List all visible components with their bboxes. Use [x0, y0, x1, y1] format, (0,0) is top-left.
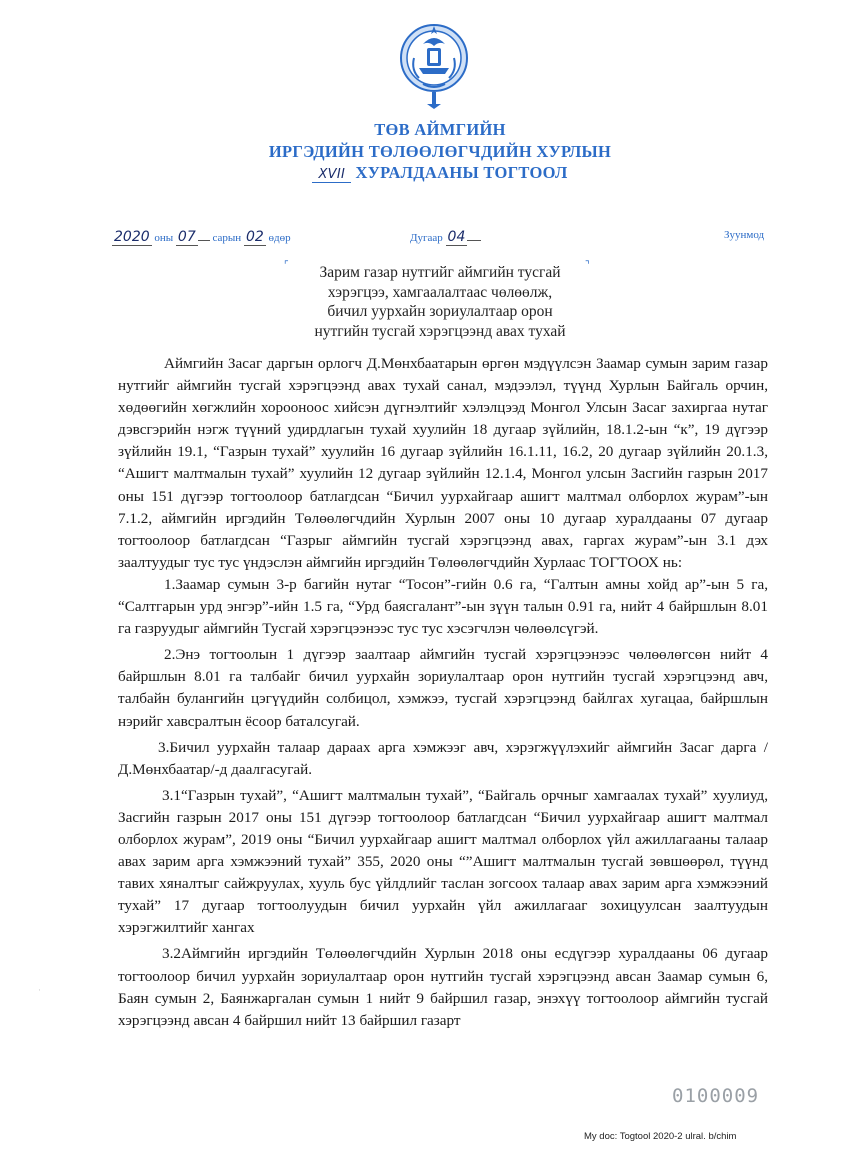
footer-file-reference: My doc: Togtool 2020-2 ulral. b/chim: [584, 1131, 737, 1142]
header-title-line3: [230, 163, 650, 183]
state-emblem-icon: [399, 14, 469, 110]
clause-3-2: 3.2Аймгийн иргэдийн Төлөөлөгчдийн Хурлын 2018 оны есдүгээр хуралдааны 06 дугаар тогтоолоор бичил уурхайн зориулалтаар орон нутгийн тусгай хэрэгцээнд авсан Заамар сумын 6, Баян сумын 2, Баянжаргалан сумын 1 нийт 9 байршил газар, энэхүү тогтоолоор аймгийн тусгай хэрэгцээнд авсан 4 байршил нийт 13 байршил газарт: [118, 945, 768, 1029]
clause-3-1: 3.1“Газрын тухай”, “Ашигт малтмалын тухай”, “Байгаль орчныг хамгаалах тухай” хуулиуд, Засгийн газрын 2017 оны 151 дүгээр тогтоолоор батлагдсан “Бичил уурхайгаар ашигт малтмал олборлох журам”, 2019 оны “Бичил уурхайгаар ашигт малтмал олборлох үйл ажиллагааны талаар авах зарим арга хэмжээний тухай” 355, 2020 оны “”Ашигт малтмалын тусгай зөвшөөрөл, түүнд тавих хяналтыг сайжруулах, хууль бус үйлдлийг таслан зогсоох талаар авах зарим арга хэмжээний тухай” 17 дугаар тогтоолуудын бичил уурхайн үйл ажиллагааг зохицуулсан заалтуудын хэрэгжилтийг хангах: [118, 786, 768, 937]
header-title-line2: ИРГЭДИЙН ТӨЛӨӨЛӨГЧДИЙН ХУРЛЫН: [268, 142, 612, 161]
scan-speck: ·: [38, 985, 41, 995]
subject-bracket-left-icon: ⌜: [284, 260, 289, 271]
date-year-handwritten: 2020: [114, 229, 150, 245]
date-field: [112, 229, 291, 245]
subject-bracket-right-icon: ⌝: [585, 260, 590, 271]
subject-line3: бичил уурхайн зориулалтаар орон: [327, 303, 553, 320]
document-number-label: Дугаар: [410, 232, 443, 244]
date-day-handwritten: 02: [245, 229, 264, 245]
date-year-suffix: оны: [154, 232, 174, 244]
subject-line4: нутгийн тусгай хэрэгцээнд авах тухай: [314, 322, 566, 340]
header-title-line1: ТӨВ АЙМГИЙН: [374, 120, 506, 139]
clause-2: 2.Энэ тогтоолын 1 дүгээр заалтаар аймгийн тусгай хэрэгцээнээс чөлөөлөгсөн нийт 4 байршлын 8.01 га талбайг бичил уурхайн зориулалтаар орон нутгийн тусгай хэрэгцээнд авч, талбайн булангийн цэгүүдийн солбицол, хэмжээ, тусгай хэрэгцээнд байлгах хугацаа, байршлын нэрийг хавсралтын ёсоор баталсугай.: [118, 646, 768, 730]
clause-3: 3.Бичил уурхайн талаар дараах арга хэмжээг авч, хэрэгжүүлэхийг аймгийн Засаг дарга /Д.Мөнхбаатар/-д даалгасугай.: [118, 738, 768, 778]
clause-1: 1.Заамар сумын 3-р багийн нутаг “Тосон”-гийн 0.6 га, “Галтын амны хойд ар”-ын 5 га, “Салтгарын урд энгэр”-ийн 1.5 га, “Урд баясгалант”-ын зүүн талын 0.91 га, нийт 4 байршлын 8.01 га газруудыг аймгийн Тусгай хэрэгцээнээс тус тус хэсэгчлэн чөлөөлсүгэй.: [118, 575, 768, 638]
subject-title: [255, 263, 625, 341]
date-month-handwritten: 07: [177, 229, 196, 245]
document-number-field: [410, 229, 481, 245]
document-number-handwritten: 04: [447, 229, 466, 245]
preamble-paragraph: Аймгийн Засаг даргын орлогч Д.Мөнхбаатарын өргөн мэдүүлсэн Заамар сумын зарим газар нутгийг аймгийн тусгай хэрэгцээнд авах тухай санал, мэдээлэл, түүнд Хурлын Байгаль орчин, хөдөөгийн хөгжлийн хорооноос хийсэн дүгнэлтийг хэлэлцээд Монгол Улсын Засаг захиргаа нутаг дэвсгэрийн нэгж түүний удирдлагын тухай хуулийн 18 дугаар зүйлийн, 18.1.2-ын “к”, 19 дүгээр зүйлийн 19.1, “Газрын тухай” хуулийн 16 дугаар зүйлийн 16.1.11, 16.2, 20 дугаар зүйлийн 20.1.3, “Ашигт малтмалын тухай” хуулийн 12 дугаар зүйлийн 12.1.4, Монгол улсын Засгийн газрын 2017 оны 151 дүгээр тогтоолоор батлагдсан “Бичил уурхайгаар ашигт малтмал олборлох журам”-ын 7.1.2, аймгийн иргэдийн Төлөөлөгчдийн Хурлын 2007 оны 10 дугаар хуралдааны 07 дугаар тогтоолоор батлагдсан “Газрыг аймгийн тусгай хэрэгцээнд авах, гаргах журам”-ын 3.1 дэх заалтуудыг тус тус үндэслэн аймгийн иргэдийн Төлөөлөгчдийн Хурлаас ТОГТООХ нь:: [118, 355, 768, 571]
place-name: Зуунмод: [724, 229, 765, 241]
serial-number-stamp: 0100009: [672, 1085, 760, 1107]
subject-line2: хэрэгцээ, хамгаалалтаас чөлөөлж,: [327, 283, 553, 301]
date-month-suffix: сарын: [212, 232, 242, 244]
session-number-handwritten: XVII: [312, 167, 351, 183]
subject-line1: Зарим газар нутгийг аймгийн тусгай: [319, 264, 561, 281]
date-day-suffix: өдөр: [268, 232, 291, 244]
header-title-line3-rest: ХУРАЛДААНЫ ТОГТООЛ: [355, 163, 568, 182]
resolution-body: [118, 353, 768, 1032]
